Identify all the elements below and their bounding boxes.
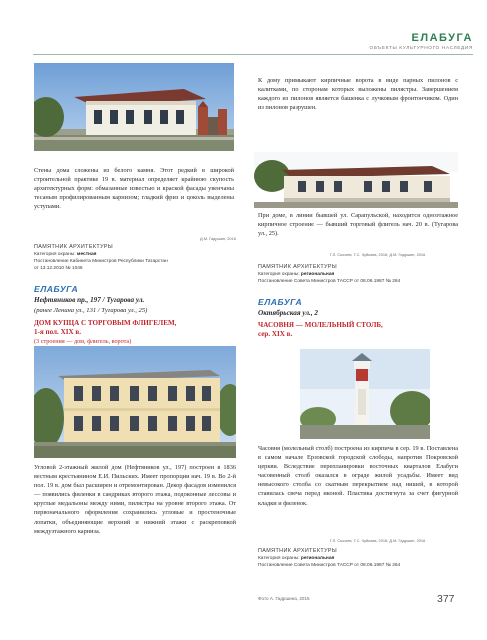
object-title-left-1: ДОМ КУПЦА С ТОРГОВЫМ ФЛИГЕЛЕМ, [34,319,177,327]
object-old-address-left: (ранее Ленина ул., 131 / Тугарова ул., 25) [34,307,148,314]
category-value: региональная [300,556,335,561]
monument-heading-left: ПАМЯТНИК АРХИТЕКТУРЫ [34,244,114,250]
paragraph-corner-house: Угловой 2-этажный жилой дом (Нефтяников ул., 197) построен в 1836 вестным крестьянином Е.И. Пильских. Имеет пропорции нач. 19 в. Во 2-й пол. 19 в. дом был расширен и отремонтирован. Декор фасадов изменился — появились филенки в сандриках второго этажа, подоконные лессовы и круглые медальоны между ними, пилястры на уровне второго этажа. От первоначального оформления сохранились угловые и простеночные лопатки, объединяющие верхний и нижний этажи с раскреповкой междуэтажного карниза. [34,464,236,535]
category-label: Категория охраны: [34,252,76,257]
object-subtitle-left: (3 строения — дом, флигель, ворота) [34,338,132,345]
photo-credit-right-2: Г.Л. Сысоев, Т.С. Чуйкова, 2016; Д.М. Гадршин, 2016 [330,538,426,543]
running-header-title: ЕЛАБУГА [411,32,473,44]
object-title-right-2: сер. XIX в. [258,330,293,338]
monument-decree-right: Постановление Совета Министров ТАССР от 08.06.1987 № 264 [258,279,401,284]
footer-photo-credit: Фото А. Гадршина, 2015 [258,596,310,601]
city-label-right: ЕЛАБУГА [258,297,303,307]
photo-credit-right: Г.Л. Сысоев, Т.С. Чуйкова, 2016; Д.М. Гадршин, 2016 [330,252,426,257]
monument-heading-right-2: ПАМЯТНИК АРХИТЕКТУРЫ [258,548,338,554]
monument-decree-right-2: Постановление Совета Министров ТАССР от 08.06.1987 № 264 [258,563,401,568]
object-title-right-1: ЧАСОВНЯ — МОЛЕЛЬНЫЙ СТОЛБ, [258,321,383,329]
monument-decree-left-2: от 13.12.2010 № 1046 [34,266,83,271]
object-address-left: Нефтяников пр., 197 / Тугарова ул. [34,296,145,304]
category-label: Категория охраны: [258,556,300,561]
monument-heading-right: ПАМЯТНИК АРХИТЕКТУРЫ [258,264,338,270]
city-label-left: ЕЛАБУГА [34,284,79,294]
photo-credit-left: Д.М. Гадршин, 2016 [200,236,236,241]
photo-two-storey-house [34,346,236,458]
category-label: Категория охраны: [258,272,300,277]
object-title-left-2: 1-я пол. XIX в. [34,328,81,336]
paragraph-trade-wing: При доме, в линии бывшей ул. Сарапульской, находится одноэтажное кирпичное строение — бывший торговый флигель нач. 20 в. (Тугарова ул., 25). [258,212,458,238]
category-value: местная [76,252,97,257]
running-header-subtitle: ОБЪЕКТЫ КУЛЬТУРНОГО НАСЛЕДИЯ [369,46,473,51]
page-number: 377 [437,593,455,605]
paragraph-chapel: Часовня (молельный столб) построена из кирпича в сер. 19 в. Поставлена в самом начале Ерзовской городской слободы, напротив Покровской церкви. Вследствие перепланировки восточных кварталов Елабуги часовенный столб оказался в ограде жилой усадьбы. Имеет вид невысокого столба со скатным перекрытием над нишей, в которой ставилась свеча перед иконой. Пластика достигнута за счет фигурной кладки и филенок. [258,445,458,507]
photo-merchant-house [34,63,234,151]
paragraph-gates: К дому примыкают кирпичные ворота в виде парных пилонов с калитками, по сторонам которых выложены пилястры. Завершением каждого из пилонов является башенка с лучковым фронтончиком. Один из пилонов разрушен. [258,77,458,112]
photo-chapel-pillar [300,349,430,439]
object-address-right: Октябрьская ул., 2 [258,309,319,317]
header-rule [33,54,473,55]
category-value: региональная [300,272,335,277]
paragraph-walls: Стены дома сложены из белого камня. Этот редкий в широкой строительной практике 19 в. материал определяет крайнюю скупость архитектурных форм: обмазанные известью и краской фасады увенчаны тесаным профилированным карнизом; гладкий фриз и цоколь выделены уступами. [34,167,234,211]
photo-trade-wing [254,152,458,208]
monument-decree-left-1: Постановление Кабинета Министров Республики Татарстан [34,259,168,264]
